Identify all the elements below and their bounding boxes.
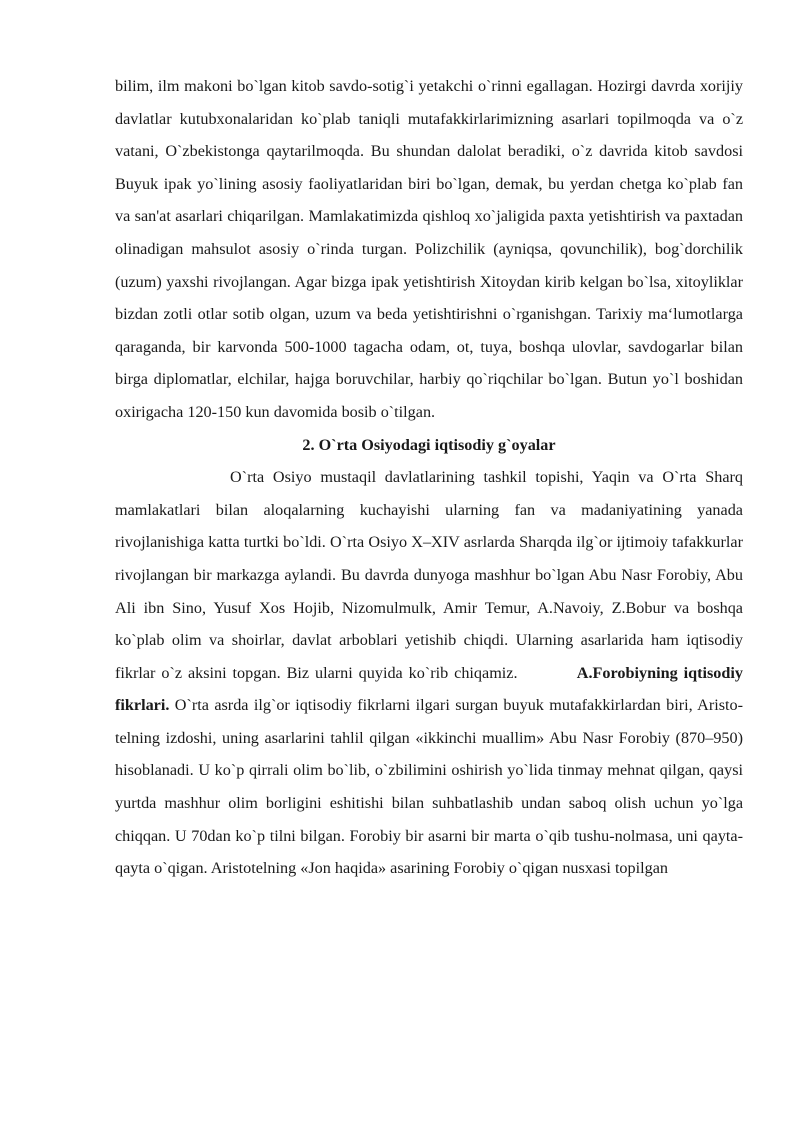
paragraph-orta-osiyo bbox=[115, 461, 743, 885]
paragraph-orta-osiyo-text: O`rta Osiyo mustaqil davlatlarining tashkil topishi, Yaqin va O`rta Sharq mamlakatlari bilan aloqalarning kuchayishi ularning fan va madaniyatining yanada rivojlanishiga katta turtki bo`ldi. O`rta Osiyo X–XIV asrlarda Sharqda ilg`or ijtimoiy tafakkurlar rivojlangan bir markazga aylandi. Bu davrda dunyoga mashhur bo`lgan Abu Nasr Forobiy, Abu Ali ibn Sino, Yusuf Xos Hojib, Nizomulmulk, Amir Temur, A.Navoiy, Z.Bobur va boshqa ko`plab olim va shoirlar, davlat arboblari yetishib chiqdi. Ularning asarlarida ham iqtisodiy fikrlar o`z aksini topgan. Biz ularni quyida ko`rib chiqamiz. bbox=[115, 468, 743, 682]
document-page bbox=[115, 70, 743, 885]
section-heading: 2. O`rta Osiyodagi iqtisodiy g`oyalar bbox=[302, 435, 556, 454]
paragraph-forobiy-text: O`rta asrda ilg`or iqtisodiy fikrlarni ilgari surgan buyuk mutafakkirlardan biri, Aristo-telning izdoshi, uning asarlarini tahlil qilgan «ikkinchi muallim» Abu Nasr Forobiy (870–950) hisoblanadi. U ko`p qirrali olim bo`lib, o`zbilimini oshirish yo`lida tinmay mehnat qilgan, qaysi yurtda mashhur olim borligini eshitishi bilan suhbatlashib undan saboq olish uchun yo`lga chiqqan. U 70dan ko`p tilni bilgan. Forobiy bir asarni bir marta o`qib tushu-nolmasa, uni qayta-qayta o`qigan. Aristotelning «Jon haqida» asarining Forobiy o`qigan nusxasi topilgan bbox=[115, 696, 743, 878]
forobiy-subheading: A.Forobiyning iqtisodiy fikrlari. bbox=[115, 663, 743, 715]
paragraph-kitob-savdosi: bilim, ilm makoni bo`lgan kitob savdo-sotig`i yetakchi o`rinni egallagan. Hozirgi davrda xorijiy davlatlar kutubxonalaridan ko`plab taniqli mutafakkirlarimizning asarlari topilmoqda va o`z vatani, O`zbekistonga qaytarilmoqda. Bu shundan dalolat beradiki, o`z davrida kitob savdosi Buyuk ipak yo`lining asosiy faoliyatlaridan biri bo`lgan, demak, bu yerdan chetga ko`plab fan va san'at asarlari chiqarilgan. Mamlakatimizda qishloq xo`jaligida paxta yetishtirish va paxtadan olinadigan mahsulot asosiy o`rinda turgan. Polizchilik (ayniqsa, qovunchilik), bog`dorchilik (uzum) yaxshi rivojlangan. Agar bizga ipak yetishtirish Xitoydan kirib kelgan bo`lsa, xitoyliklar bizdan zotli otlar sotib olgan, uzum va beda yetishtirishni o`rganishgan. Tarixiy ma‘lumotlarga qaraganda, bir karvonda 500-1000 tagacha odam, ot, tuya, boshqa ulovlar, savdogarlar bilan birga diplomatlar, elchilar, hajga boruvchilar, harbiy qo`riqchilar bo`lgan. Butun yo`l boshidan oxirigacha 120-150 kun davomida bosib o`tilgan. bbox=[115, 77, 743, 421]
